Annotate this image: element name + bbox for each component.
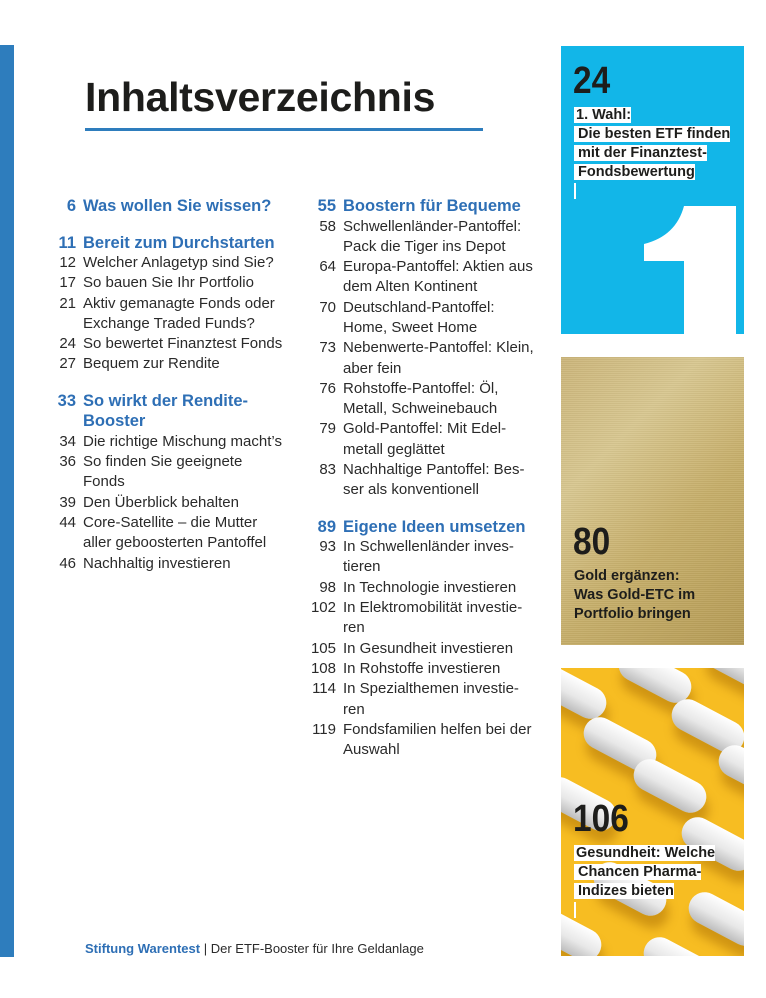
- chapter-title: Bereit zum Durchstarten: [83, 233, 275, 252]
- toc-entry[interactable]: [300, 379, 540, 420]
- entry-page-number: 73: [319, 339, 336, 357]
- toc-entry[interactable]: [40, 493, 285, 513]
- teaser-page-number: 106: [573, 798, 629, 840]
- page-footer: [85, 941, 424, 956]
- teaser-caption-line: 1. Wahl:: [574, 107, 631, 142]
- entry-page-number: 44: [59, 513, 76, 531]
- toc-entry[interactable]: [300, 419, 540, 460]
- teaser-caption-line: Gesundheit: Welche: [574, 845, 715, 880]
- teaser-caption: [574, 567, 695, 624]
- entry-title: Welcher Anlagetyp sind Sie?: [83, 254, 274, 271]
- toc-entry[interactable]: [300, 639, 540, 659]
- chapter-page-number: 6: [66, 197, 76, 215]
- entry-title: In Rohstoffe investieren: [343, 659, 501, 677]
- toc-entry[interactable]: [300, 679, 540, 720]
- entry-title: Europa-Pantoffel: Aktien aus dem Alten Kontinent: [343, 258, 533, 296]
- teaser-caption-line: Die besten ETF finden: [574, 126, 730, 161]
- entry-page-number: 93: [319, 538, 336, 556]
- footer-title: Der ETF-Booster für Ihre Geldanlage: [210, 941, 424, 956]
- entry-page-number: 105: [310, 639, 336, 657]
- entry-page-number: 12: [59, 254, 76, 271]
- chapter-title: So wirkt der Rendite-Booster: [83, 391, 249, 431]
- toc-section: [40, 196, 285, 217]
- entry-page-number: 83: [319, 461, 336, 479]
- toc-entry[interactable]: [40, 354, 285, 374]
- toc-entry[interactable]: [300, 217, 540, 258]
- entry-title: In Spezialthemen investie-ren: [343, 680, 519, 718]
- toc-entry[interactable]: [40, 513, 285, 554]
- chapter-page-number: 55: [317, 197, 336, 215]
- chapter-page-number: 89: [317, 517, 336, 536]
- entry-page-number: 39: [59, 493, 76, 511]
- entry-title: In Gesundheit investieren: [343, 639, 514, 657]
- toc-section: [300, 517, 540, 761]
- entry-title: Bequem zur Rendite: [83, 355, 220, 373]
- toc-chapter-heading[interactable]: [40, 233, 285, 254]
- entry-title: In Technologie investieren: [343, 578, 517, 596]
- footer-brand: Stiftung Warentest: [85, 941, 201, 956]
- toc-column-right: [300, 196, 540, 776]
- toc-chapter-heading[interactable]: [40, 391, 285, 432]
- teaser-caption-line: Chancen Pharma-: [574, 864, 701, 899]
- entry-title: Fondsfamilien helfen bei der Auswahl: [343, 720, 532, 759]
- page-title: Inhaltsverzeichnis: [85, 74, 436, 120]
- toc-entry[interactable]: [40, 334, 285, 354]
- toc-entry[interactable]: [300, 537, 540, 578]
- teaser-box-etf[interactable]: [561, 46, 744, 334]
- teaser-caption-line: Portfolio bringen: [574, 606, 691, 622]
- toc-entry[interactable]: [40, 273, 285, 293]
- entry-page-number: 64: [319, 258, 336, 276]
- entry-title: Rohstoffe-Pantoffel: Öl, Metall, Schweinebauch: [343, 379, 499, 418]
- chapter-title: Was wollen Sie wissen?: [83, 197, 272, 215]
- entry-title: So bewertet Finanztest Fonds: [83, 335, 283, 353]
- toc-entry[interactable]: [300, 598, 540, 639]
- entry-title: In Schwellenländer inves-tieren: [343, 538, 514, 576]
- entry-page-number: 27: [59, 355, 76, 373]
- entry-title: Core-Satellite – die Mutter aller geboosterten Pantoffel: [83, 513, 267, 552]
- toc-entry[interactable]: [40, 294, 285, 335]
- entry-page-number: 36: [59, 453, 76, 471]
- toc-entry[interactable]: [40, 554, 285, 574]
- teaser-caption-line: Was Gold-ETC im: [574, 587, 696, 603]
- entry-page-number: 79: [319, 420, 336, 438]
- entry-page-number: 114: [312, 680, 336, 698]
- entry-title: Nachhaltige Pantoffel: Bes-ser als konventionell: [343, 461, 525, 499]
- toc-entry[interactable]: [300, 298, 540, 339]
- entry-title: In Elektromobilität investie-ren: [343, 599, 523, 637]
- entry-page-number: 108: [310, 659, 336, 677]
- entry-page-number: 102: [310, 599, 336, 617]
- teaser-caption: [574, 106, 730, 201]
- teaser-page-number: 24: [573, 60, 611, 102]
- toc-entry[interactable]: [40, 432, 285, 452]
- toc-entry[interactable]: [300, 257, 540, 298]
- chapter-page-number: 11: [58, 233, 76, 252]
- entry-page-number: 98: [319, 578, 336, 596]
- entry-title: So bauen Sie Ihr Portfolio: [83, 274, 254, 292]
- entry-page-number: 58: [319, 217, 336, 235]
- entry-page-number: 46: [59, 554, 76, 572]
- teaser-caption-line: Fondsbewertung: [574, 164, 695, 199]
- toc-entry[interactable]: [300, 720, 540, 761]
- toc-chapter-heading[interactable]: [40, 196, 285, 217]
- toc-entry[interactable]: [40, 452, 285, 493]
- entry-page-number: 24: [59, 335, 76, 353]
- entry-page-number: 70: [319, 298, 336, 316]
- teaser-page-number: 80: [573, 521, 611, 563]
- chapter-page-number: 33: [57, 391, 76, 410]
- chapter-title: Boostern für Bequeme: [343, 197, 521, 215]
- entry-title: Die richtige Mischung macht’s: [83, 432, 282, 450]
- toc-column-left: [40, 196, 285, 590]
- toc-entry[interactable]: [40, 253, 285, 273]
- entry-page-number: 119: [312, 720, 336, 738]
- teaser-caption-line: Gold ergänzen:: [574, 568, 680, 584]
- entry-page-number: 34: [59, 432, 76, 450]
- entry-page-number: 76: [319, 379, 336, 397]
- entry-title: Deutschland-Pantoffel: Home, Sweet Home: [343, 298, 495, 336]
- footer-separator: |: [203, 941, 208, 956]
- entry-title: Aktiv gemanagte Fonds oder Exchange Traded Funds?: [83, 294, 275, 332]
- teaser-box-gold[interactable]: [561, 357, 744, 645]
- toc-section: [300, 196, 540, 501]
- left-accent-bar: [0, 45, 14, 957]
- toc-entry[interactable]: [300, 338, 540, 379]
- teaser-box-health[interactable]: [561, 668, 744, 956]
- toc-section: [40, 391, 285, 574]
- toc-entry[interactable]: [300, 578, 540, 598]
- toc-chapter-heading[interactable]: [300, 517, 540, 538]
- teaser-caption-line: Indizes bieten: [574, 883, 674, 918]
- title-underline: [85, 128, 483, 131]
- toc-entry[interactable]: [300, 460, 540, 501]
- entry-title: Schwellenländer-Pantoffel: Pack die Tiger ins Depot: [343, 217, 522, 255]
- toc-section: [40, 233, 285, 375]
- entry-title: Nebenwerte-Pantoffel: Klein, aber fein: [343, 339, 534, 377]
- toc-entry[interactable]: [300, 659, 540, 679]
- entry-title: Nachhaltig investieren: [83, 554, 231, 572]
- number-one-graphic: [636, 206, 744, 334]
- chapter-title: Eigene Ideen umsetzen: [343, 517, 526, 536]
- entry-title: Den Überblick behalten: [83, 493, 239, 511]
- entry-title: Gold-Pantoffel: Mit Edel-metall geglättet: [343, 420, 507, 458]
- entry-page-number: 21: [59, 294, 76, 312]
- teaser-caption: [574, 844, 715, 920]
- toc-chapter-heading[interactable]: [300, 196, 540, 217]
- entry-title: So finden Sie geeignete Fonds: [83, 453, 243, 491]
- entry-page-number: 17: [59, 274, 76, 292]
- teaser-caption-line: mit der Finanztest-: [574, 145, 707, 180]
